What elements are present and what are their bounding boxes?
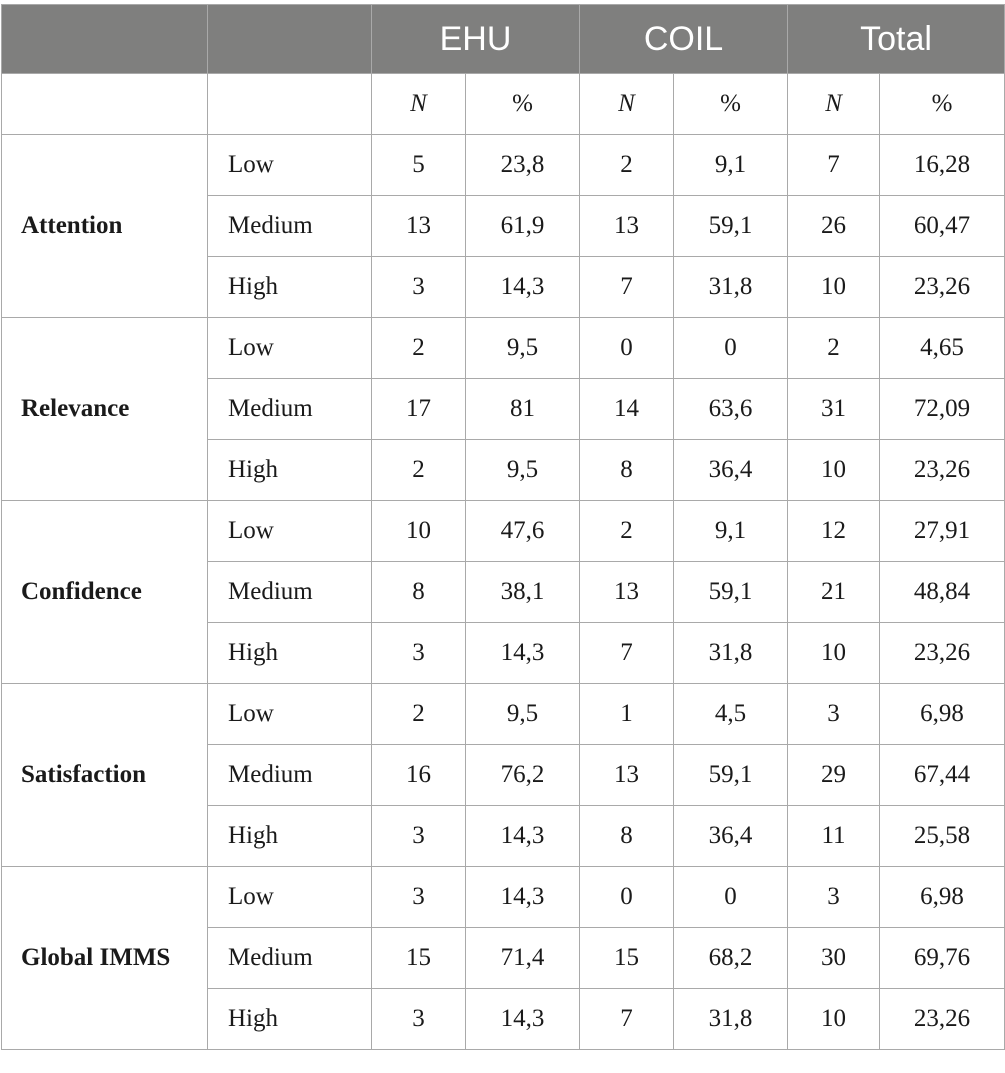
cell-total-pct: 60,47 [880,196,1005,257]
cell-coil-n: 13 [580,562,674,623]
cell-ehu-pct: 9,5 [466,440,580,501]
cell-ehu-n: 15 [372,928,466,989]
cell-ehu-pct: 9,5 [466,318,580,379]
cell-total-n: 3 [788,684,880,745]
cell-coil-pct: 59,1 [674,745,788,806]
category-label: Global IMMS [2,867,208,1050]
cell-total-n: 21 [788,562,880,623]
cell-ehu-n: 3 [372,623,466,684]
cell-coil-n: 2 [580,135,674,196]
cell-coil-pct: 31,8 [674,257,788,318]
cell-total-n: 7 [788,135,880,196]
cell-ehu-n: 16 [372,745,466,806]
subheader-row [2,74,1005,135]
level-label: High [208,806,372,867]
cell-total-pct: 23,26 [880,440,1005,501]
header-ehu: EHU [372,5,580,74]
cell-ehu-n: 3 [372,989,466,1050]
cell-total-n: 10 [788,440,880,501]
cell-coil-pct: 68,2 [674,928,788,989]
cell-ehu-n: 3 [372,806,466,867]
cell-total-pct: 72,09 [880,379,1005,440]
level-label: Low [208,501,372,562]
cell-ehu-n: 3 [372,867,466,928]
cell-coil-n: 0 [580,867,674,928]
level-label: Low [208,684,372,745]
header-blank-level [208,5,372,74]
table-row [2,135,1005,196]
cell-total-pct: 69,76 [880,928,1005,989]
subheader-ehu-pct: % [466,74,580,135]
category-label: Satisfaction [2,684,208,867]
category-label: Attention [2,135,208,318]
level-label: Medium [208,196,372,257]
category-label: Relevance [2,318,208,501]
cell-ehu-n: 2 [372,684,466,745]
cell-ehu-pct: 9,5 [466,684,580,745]
cell-ehu-pct: 76,2 [466,745,580,806]
level-label: High [208,257,372,318]
cell-total-pct: 23,26 [880,623,1005,684]
cell-coil-pct: 59,1 [674,196,788,257]
cell-ehu-pct: 71,4 [466,928,580,989]
table-body [2,135,1005,1050]
level-label: High [208,623,372,684]
cell-total-pct: 27,91 [880,501,1005,562]
cell-total-pct: 48,84 [880,562,1005,623]
level-label: Medium [208,562,372,623]
level-label: Low [208,135,372,196]
cell-total-n: 2 [788,318,880,379]
group-header-row [2,5,1005,74]
cell-total-pct: 23,26 [880,257,1005,318]
category-label: Confidence [2,501,208,684]
cell-ehu-n: 10 [372,501,466,562]
cell-total-pct: 6,98 [880,684,1005,745]
table-row [2,867,1005,928]
header-blank-category [2,5,208,74]
cell-coil-n: 0 [580,318,674,379]
cell-coil-n: 7 [580,623,674,684]
level-label: Medium [208,928,372,989]
cell-total-n: 10 [788,989,880,1050]
cell-coil-pct: 36,4 [674,806,788,867]
table-row [2,501,1005,562]
cell-total-n: 29 [788,745,880,806]
cell-coil-n: 13 [580,745,674,806]
cell-coil-n: 15 [580,928,674,989]
cell-ehu-n: 13 [372,196,466,257]
cell-ehu-pct: 47,6 [466,501,580,562]
cell-coil-n: 13 [580,196,674,257]
level-label: Low [208,318,372,379]
cell-coil-pct: 36,4 [674,440,788,501]
cell-ehu-n: 5 [372,135,466,196]
cell-ehu-pct: 81 [466,379,580,440]
cell-coil-pct: 4,5 [674,684,788,745]
cell-coil-n: 8 [580,806,674,867]
cell-coil-n: 1 [580,684,674,745]
level-label: High [208,989,372,1050]
table-row [2,684,1005,745]
subheader-blank-level [208,74,372,135]
cell-coil-pct: 9,1 [674,501,788,562]
subheader-coil-n: N [580,74,674,135]
cell-coil-pct: 0 [674,318,788,379]
cell-ehu-pct: 14,3 [466,623,580,684]
cell-ehu-pct: 61,9 [466,196,580,257]
cell-total-n: 30 [788,928,880,989]
cell-total-n: 10 [788,623,880,684]
cell-coil-pct: 31,8 [674,989,788,1050]
cell-total-n: 31 [788,379,880,440]
cell-coil-n: 7 [580,989,674,1050]
cell-total-pct: 25,58 [880,806,1005,867]
subheader-blank-category [2,74,208,135]
cell-total-n: 11 [788,806,880,867]
level-label: High [208,440,372,501]
cell-ehu-n: 2 [372,318,466,379]
cell-coil-pct: 59,1 [674,562,788,623]
cell-coil-pct: 63,6 [674,379,788,440]
cell-ehu-pct: 14,3 [466,806,580,867]
cell-ehu-pct: 14,3 [466,867,580,928]
cell-ehu-n: 17 [372,379,466,440]
cell-ehu-pct: 14,3 [466,989,580,1050]
cell-ehu-n: 8 [372,562,466,623]
cell-total-pct: 4,65 [880,318,1005,379]
subheader-total-pct: % [880,74,1005,135]
level-label: Medium [208,745,372,806]
cell-ehu-pct: 38,1 [466,562,580,623]
cell-coil-n: 8 [580,440,674,501]
cell-coil-n: 7 [580,257,674,318]
header-total: Total [788,5,1005,74]
subheader-total-n: N [788,74,880,135]
cell-total-n: 26 [788,196,880,257]
imms-results-table [1,4,1005,1050]
level-label: Low [208,867,372,928]
cell-coil-pct: 9,1 [674,135,788,196]
cell-total-n: 12 [788,501,880,562]
cell-coil-pct: 31,8 [674,623,788,684]
level-label: Medium [208,379,372,440]
cell-total-n: 3 [788,867,880,928]
subheader-ehu-n: N [372,74,466,135]
cell-ehu-pct: 23,8 [466,135,580,196]
cell-coil-n: 14 [580,379,674,440]
cell-total-pct: 23,26 [880,989,1005,1050]
cell-ehu-n: 3 [372,257,466,318]
cell-ehu-pct: 14,3 [466,257,580,318]
cell-total-pct: 16,28 [880,135,1005,196]
cell-coil-n: 2 [580,501,674,562]
cell-total-pct: 6,98 [880,867,1005,928]
subheader-coil-pct: % [674,74,788,135]
header-coil: COIL [580,5,788,74]
cell-ehu-n: 2 [372,440,466,501]
table-row [2,318,1005,379]
cell-total-pct: 67,44 [880,745,1005,806]
cell-total-n: 10 [788,257,880,318]
cell-coil-pct: 0 [674,867,788,928]
